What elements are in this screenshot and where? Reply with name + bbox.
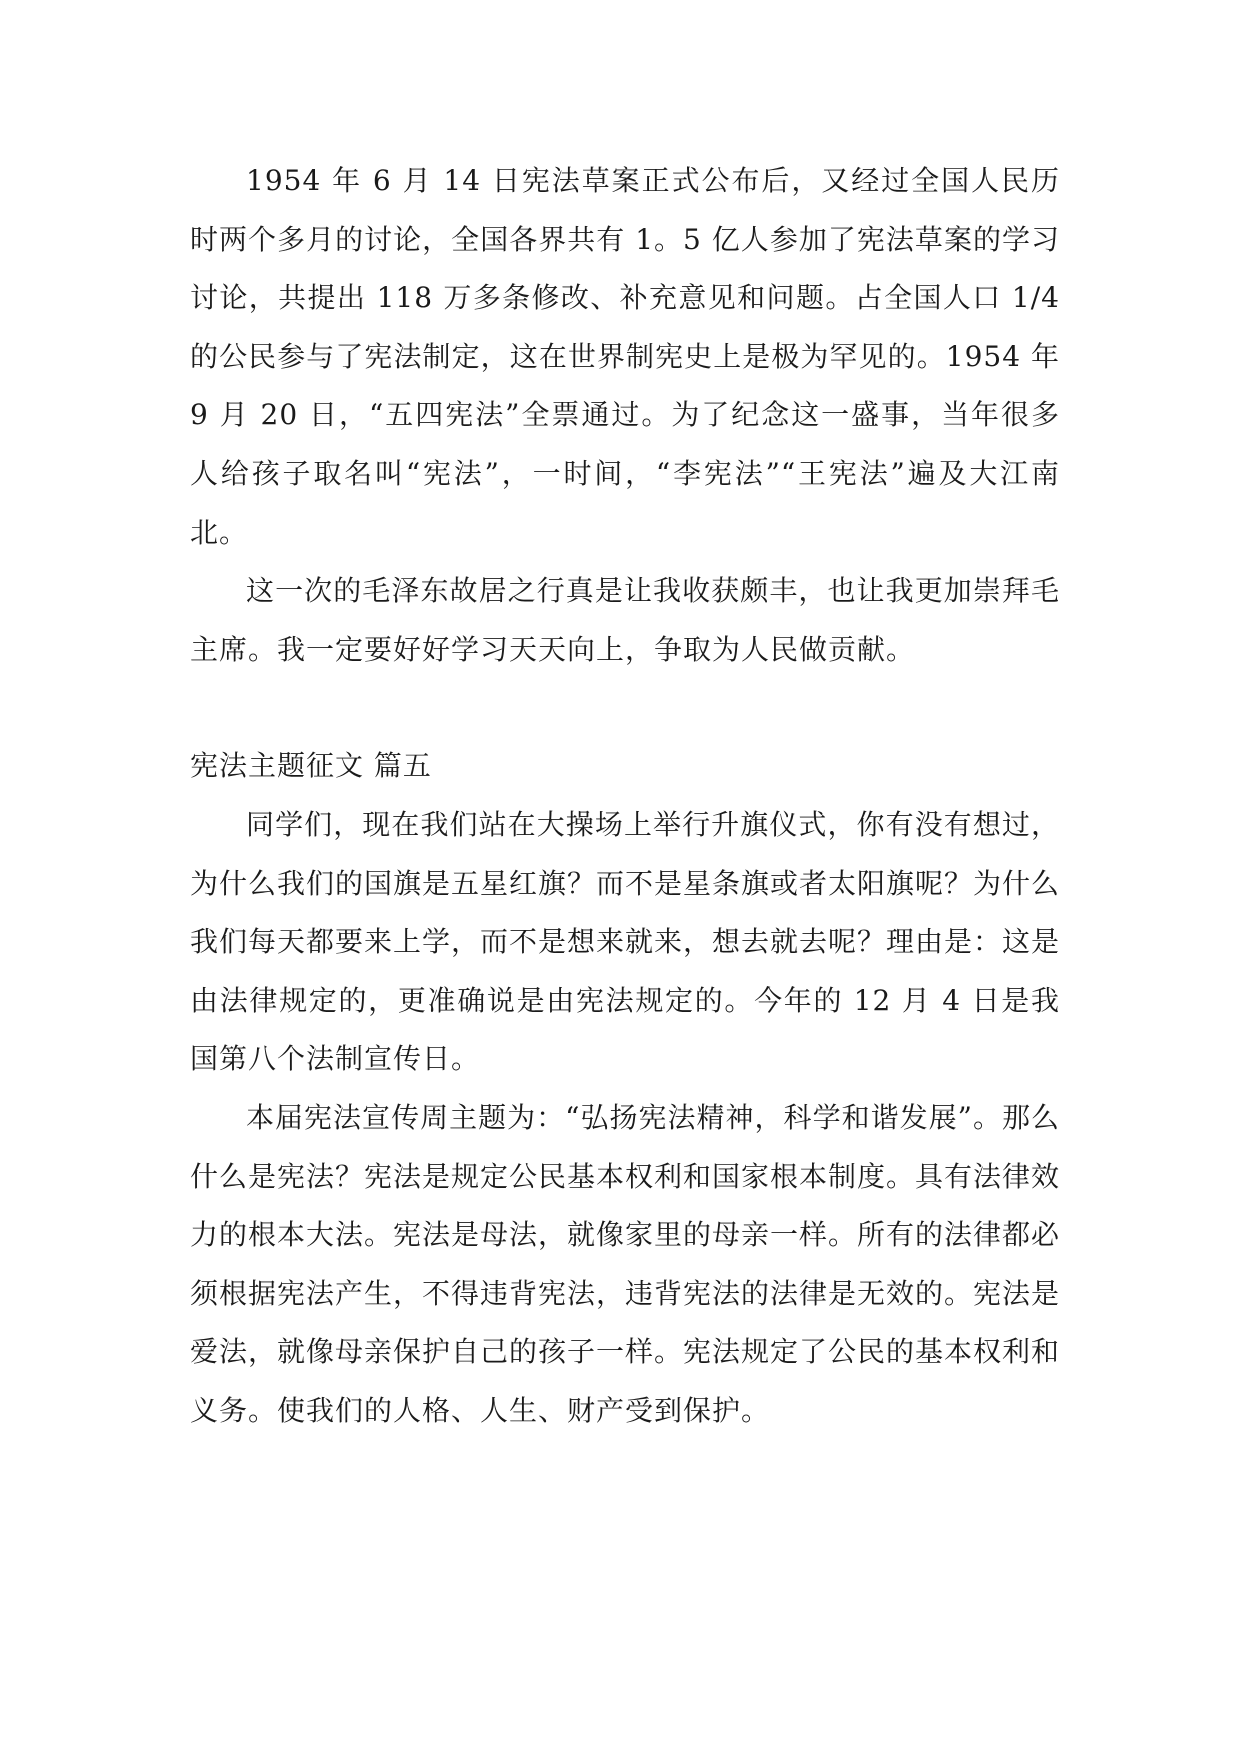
paragraph-flag-ceremony: 同学们，现在我们站在大操场上举行升旗仪式，你有没有想过，为什么我们的国旗是五星红旗？而不是星条旗或者太阳旗呢？为什么我们每天都要来上学，而不是想来就来，想去就去呢？理由是：这是由法律规定的，更准确说是由宪法规定的。今年的 12 月 4 日是我国第八个法制宣传日。 xyxy=(190,807,1061,1076)
paragraph-constitution-theme: 本届宪法宣传周主题为：“弘扬宪法精神，科学和谐发展”。那么什么是宪法？宪法是规定公民基本权利和国家根本制度。具有法律效力的根本大法。宪法是母法，就像家里的母亲一样。所有的法律都必须根据宪法产生，不得违背宪法，违背宪法的法律是无效的。宪法是爱法，就像母亲保护自己的孩子一样。宪法规定了公民的基本权利和义务。使我们的人格、人生、财产受到保护。 xyxy=(190,1100,1061,1427)
document-body xyxy=(190,152,1060,1440)
section-heading: 宪法主题征文 篇五 xyxy=(190,749,432,783)
paragraph-constitution-history: 1954 年 6 月 14 日宪法草案正式公布后，又经过全国人民历时两个多月的讨论，全国各界共有 1。5 亿人参加了宪法草案的学习讨论，共提出 118 万多条修改、补充意见和问题。占全国人口 1/4 的公民参与了宪法制定，这在世界制宪史上是极为罕见的。1954 年 9 月 20 日，“五四宪法”全票通过。为了纪念这一盛事，当年很多人给孩子取名叫“宪法”，一时间，“李宪法”“王宪法”遍及大江南北。 xyxy=(190,164,1060,549)
paragraph-visit-reflection: 这一次的毛泽东故居之行真是让我收获颇丰，也让我更加崇拜毛主席。我一定要好好学习天天向上，争取为人民做贡献。 xyxy=(190,574,1060,666)
